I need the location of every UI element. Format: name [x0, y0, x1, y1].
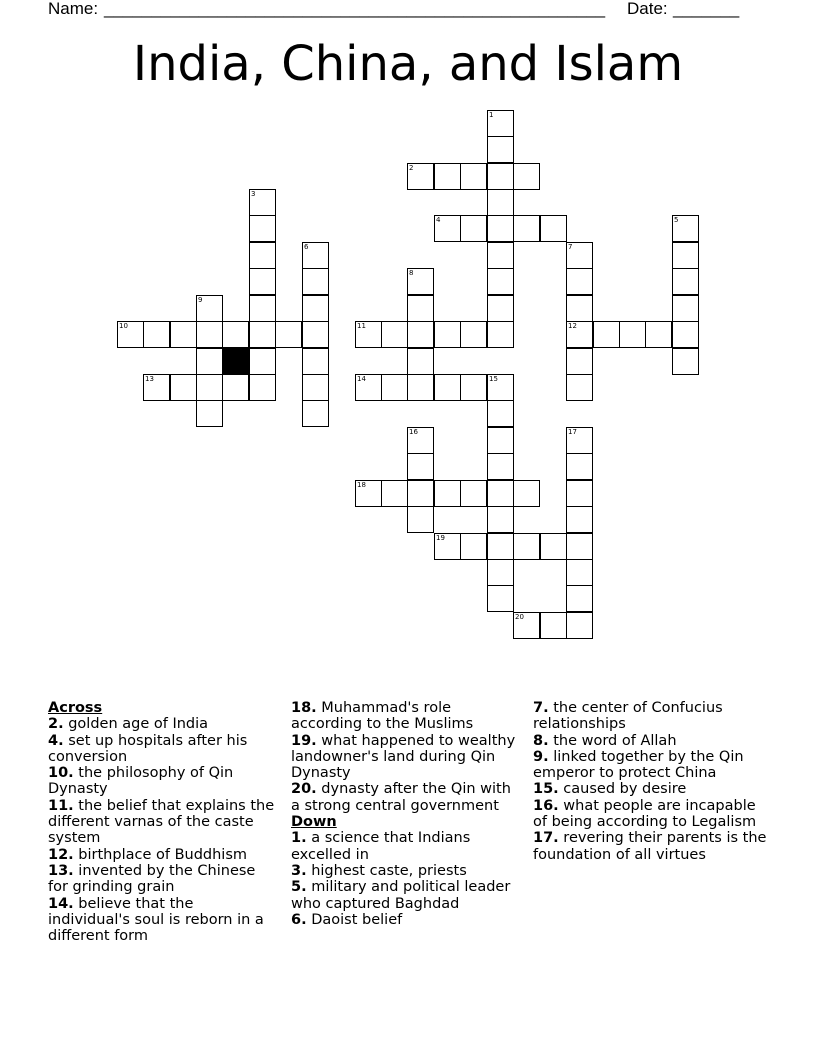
clue-item: [533, 749, 773, 782]
across-heading: Across: [48, 700, 103, 716]
grid-cell[interactable]: [460, 480, 487, 507]
clue-item: [48, 798, 278, 847]
grid-cell[interactable]: [381, 374, 408, 401]
clue-text: the center of Confucius relationships: [533, 700, 723, 733]
clue-number: 17.: [533, 830, 559, 847]
grid-cell[interactable]: [302, 295, 329, 322]
clue-number: 20.: [291, 781, 317, 798]
grid-cell[interactable]: [672, 268, 699, 295]
grid-cell[interactable]: [407, 163, 434, 190]
cell-number: 18: [357, 481, 366, 489]
clue-number: 12.: [48, 846, 74, 863]
grid-cell[interactable]: [487, 480, 514, 507]
grid-cell[interactable]: [566, 480, 593, 507]
grid-cell[interactable]: [170, 374, 197, 401]
grid-cell[interactable]: [513, 480, 540, 507]
cell-number: 7: [568, 243, 573, 251]
grid-cell[interactable]: [487, 427, 514, 454]
grid-cell[interactable]: [249, 295, 276, 322]
clue-number: 15.: [533, 781, 559, 798]
clue-item: [48, 716, 278, 732]
clue-item: [533, 781, 773, 797]
cell-number: 11: [357, 322, 366, 330]
grid-cell[interactable]: [249, 348, 276, 375]
grid-cell[interactable]: [407, 374, 434, 401]
grid-cell[interactable]: [460, 533, 487, 560]
grid-cell[interactable]: [513, 215, 540, 242]
grid-cell[interactable]: [355, 321, 382, 348]
grid-cell[interactable]: [487, 163, 514, 190]
across-clues-column: [48, 700, 278, 944]
clue-text: birthplace of Buddhism: [78, 846, 248, 863]
grid-cell[interactable]: [407, 427, 434, 454]
grid-cell[interactable]: [434, 321, 461, 348]
cell-number: 6: [304, 243, 309, 251]
clue-item: [291, 863, 523, 879]
down-clues-column: [533, 700, 773, 863]
grid-cell[interactable]: [302, 242, 329, 269]
grid-cell[interactable]: [487, 374, 514, 401]
grid-cell[interactable]: [249, 268, 276, 295]
clue-number: 6.: [291, 911, 307, 928]
clue-text: set up hospitals after his conversion: [48, 732, 248, 765]
clue-text: highest caste, priests: [311, 862, 467, 879]
clue-item: [48, 896, 278, 945]
date-label: Date:: [627, 0, 668, 18]
grid-cell[interactable]: [487, 110, 514, 137]
grid-cell[interactable]: [672, 215, 699, 242]
cell-number: 14: [357, 375, 366, 383]
grid-cell[interactable]: [302, 400, 329, 427]
cell-number: 20: [515, 613, 524, 621]
grid-cell[interactable]: [487, 215, 514, 242]
clue-text: military and political leader who captured Baghdad: [291, 879, 511, 912]
grid-cell[interactable]: [566, 453, 593, 480]
clue-number: 10.: [48, 765, 74, 782]
clue-item: [291, 912, 523, 928]
cell-number: 8: [409, 269, 414, 277]
grid-cell[interactable]: [566, 268, 593, 295]
cell-number: 2: [409, 164, 414, 172]
grid-cell[interactable]: [460, 321, 487, 348]
clue-text: what people are incapable of being according to Legalism: [533, 797, 757, 831]
grid-cell[interactable]: [249, 321, 276, 348]
grid-cell[interactable]: [407, 321, 434, 348]
grid-cell[interactable]: [540, 612, 567, 639]
grid-cell[interactable]: [566, 585, 593, 612]
clue-item: [533, 733, 773, 749]
grid-cell[interactable]: [566, 612, 593, 639]
grid-cell[interactable]: [487, 242, 514, 269]
grid-cell[interactable]: [672, 348, 699, 375]
grid-cell[interactable]: [143, 321, 170, 348]
clue-text: caused by desire: [563, 781, 687, 798]
black-cell: [222, 348, 249, 375]
cell-number: 10: [119, 322, 128, 330]
grid-cell[interactable]: [566, 533, 593, 560]
clue-number: 9.: [533, 748, 549, 765]
page-title: India, China, and Islam: [132, 36, 684, 92]
cell-number: 4: [436, 216, 441, 224]
grid-cell[interactable]: [566, 295, 593, 322]
grid-cell[interactable]: [487, 400, 514, 427]
grid-cell[interactable]: [434, 533, 461, 560]
clue-number: 2.: [48, 716, 64, 733]
grid-cell[interactable]: [302, 268, 329, 295]
clue-text: what happened to wealthy landowner's land during Qin Dynasty: [291, 732, 516, 782]
grid-cell[interactable]: [513, 612, 540, 639]
clue-text: the word of Allah: [553, 732, 677, 749]
grid-cell[interactable]: [460, 163, 487, 190]
grid-cell[interactable]: [381, 321, 408, 348]
clue-item: [48, 733, 278, 766]
grid-cell[interactable]: [434, 480, 461, 507]
grid-cell[interactable]: [672, 242, 699, 269]
grid-cell[interactable]: [249, 189, 276, 216]
cell-number: 12: [568, 322, 577, 330]
date-blank[interactable]: _______: [673, 0, 740, 18]
clue-item: [291, 830, 523, 863]
grid-cell[interactable]: [407, 268, 434, 295]
grid-cell[interactable]: [566, 242, 593, 269]
grid-cell[interactable]: [540, 533, 567, 560]
grid-cell[interactable]: [566, 427, 593, 454]
cell-number: 15: [489, 375, 498, 383]
clue-item: [291, 700, 523, 733]
clue-item: [48, 765, 278, 798]
grid-cell[interactable]: [513, 163, 540, 190]
grid-cell[interactable]: [566, 559, 593, 586]
clue-number: 14.: [48, 895, 74, 912]
grid-cell[interactable]: [487, 533, 514, 560]
grid-cell[interactable]: [196, 348, 223, 375]
grid-cell[interactable]: [434, 215, 461, 242]
clue-item: [291, 879, 523, 912]
grid-cell[interactable]: [487, 585, 514, 612]
clue-number: 16.: [533, 797, 559, 814]
grid-cell[interactable]: [117, 321, 144, 348]
grid-cell[interactable]: [143, 374, 170, 401]
grid-cell[interactable]: [355, 374, 382, 401]
grid-cell[interactable]: [302, 374, 329, 401]
cell-number: 3: [251, 190, 256, 198]
cell-number: 1: [489, 111, 494, 119]
grid-cell[interactable]: [275, 321, 302, 348]
clue-text: believe that the individual's soul is reborn in a different form: [48, 895, 264, 945]
clue-text: golden age of India: [68, 716, 209, 733]
down-heading: Down: [291, 814, 337, 831]
cell-number: 9: [198, 296, 203, 304]
grid-cell[interactable]: [170, 321, 197, 348]
clue-item: [48, 847, 278, 863]
clue-number: 18.: [291, 700, 317, 716]
grid-cell[interactable]: [566, 348, 593, 375]
clue-item: [533, 700, 773, 733]
clue-text: linked together by the Qin emperor to protect China: [533, 748, 744, 782]
grid-cell[interactable]: [566, 321, 593, 348]
clue-number: 11.: [48, 797, 74, 814]
grid-cell[interactable]: [487, 321, 514, 348]
grid-cell[interactable]: [593, 321, 620, 348]
grid-cell[interactable]: [302, 348, 329, 375]
clue-number: 8.: [533, 732, 549, 749]
cell-number: 19: [436, 534, 445, 542]
clue-text: dynasty after the Qin with a strong central government: [291, 781, 511, 814]
cell-number: 16: [409, 428, 418, 436]
grid-cell[interactable]: [196, 374, 223, 401]
clue-text: the philosophy of Qin Dynasty: [48, 765, 234, 798]
clue-text: the belief that explains the different varnas of the caste system: [48, 797, 275, 847]
clue-number: 4.: [48, 732, 64, 749]
grid-cell[interactable]: [249, 374, 276, 401]
clue-item: [291, 733, 523, 782]
grid-cell[interactable]: [672, 295, 699, 322]
clue-item: [533, 798, 773, 831]
grid-cell[interactable]: [487, 136, 514, 163]
clue-text: invented by the Chinese for grinding grain: [48, 862, 256, 896]
grid-cell[interactable]: [407, 480, 434, 507]
grid-cell[interactable]: [540, 215, 567, 242]
grid-cell[interactable]: [566, 506, 593, 533]
clue-number: 1.: [291, 830, 307, 847]
clue-item: [533, 830, 773, 863]
grid-cell[interactable]: [487, 506, 514, 533]
grid-cell[interactable]: [434, 374, 461, 401]
grid-cell[interactable]: [355, 480, 382, 507]
grid-cell[interactable]: [249, 242, 276, 269]
cell-number: 17: [568, 428, 577, 436]
grid-cell[interactable]: [619, 321, 646, 348]
clue-number: 7.: [533, 700, 549, 716]
grid-cell[interactable]: [487, 268, 514, 295]
grid-cell[interactable]: [672, 321, 699, 348]
grid-cell[interactable]: [460, 374, 487, 401]
grid-cell[interactable]: [566, 374, 593, 401]
grid-cell[interactable]: [487, 453, 514, 480]
cell-number: 5: [674, 216, 679, 224]
clue-text: revering their parents is the foundation of all virtues: [533, 830, 767, 863]
grid-cell[interactable]: [513, 533, 540, 560]
clue-item: [48, 863, 278, 896]
clue-number: 19.: [291, 732, 317, 749]
grid-cell[interactable]: [249, 215, 276, 242]
clue-item: [291, 781, 523, 814]
clue-text: a science that Indians excelled in: [291, 830, 471, 863]
grid-cell[interactable]: [407, 348, 434, 375]
grid-cell[interactable]: [196, 400, 223, 427]
grid-cell[interactable]: [434, 163, 461, 190]
grid-cell[interactable]: [196, 321, 223, 348]
clue-number: 5.: [291, 879, 307, 896]
grid-cell[interactable]: [460, 215, 487, 242]
clue-text: Daoist belief: [311, 911, 403, 928]
grid-cell[interactable]: [407, 295, 434, 322]
grid-cell[interactable]: [222, 374, 249, 401]
grid-cell[interactable]: [487, 559, 514, 586]
name-label: Name:: [48, 0, 99, 18]
grid-cell[interactable]: [302, 321, 329, 348]
grid-cell[interactable]: [645, 321, 672, 348]
grid-cell[interactable]: [196, 295, 223, 322]
grid-cell[interactable]: [381, 480, 408, 507]
grid-cell[interactable]: [407, 453, 434, 480]
clue-number: 13.: [48, 862, 74, 879]
grid-cell[interactable]: [487, 189, 514, 216]
grid-cell[interactable]: [222, 321, 249, 348]
clue-text: Muhammad's role according to the Muslims: [291, 700, 474, 733]
clue-number: 3.: [291, 862, 307, 879]
cell-number: 13: [145, 375, 154, 383]
grid-cell[interactable]: [487, 295, 514, 322]
name-blank[interactable]: _____________________________________________________: [104, 0, 606, 18]
clues-column-middle: [291, 700, 523, 928]
grid-cell[interactable]: [407, 506, 434, 533]
